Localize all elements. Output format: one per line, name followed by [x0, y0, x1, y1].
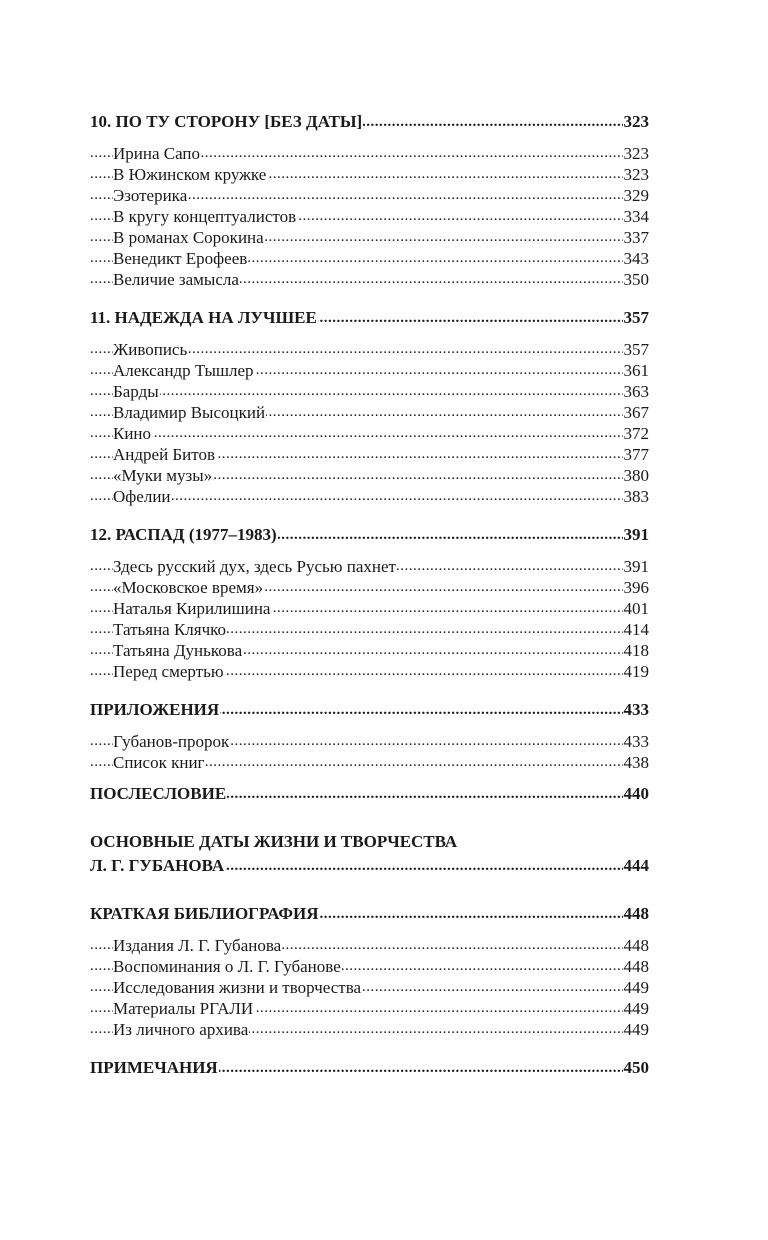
- section-title: 12. РАСПАД (1977–1983): [90, 525, 277, 544]
- toc-section-dates[interactable]: [90, 854, 649, 878]
- entry-title: Воспоминания о Л. Г. Губанове: [113, 957, 341, 976]
- toc-entry[interactable]: [90, 444, 649, 465]
- page-number: 391: [623, 557, 649, 576]
- page-number: 323: [623, 144, 649, 163]
- toc-entry[interactable]: [90, 752, 649, 773]
- toc-section-afterword[interactable]: [90, 782, 649, 806]
- entry-title: Владимир Высоцкий: [113, 403, 266, 422]
- page-number: 329: [623, 186, 649, 205]
- page-number: 350: [623, 270, 649, 289]
- entry-title: Венедикт Ерофеев: [113, 249, 248, 268]
- page-number: 448: [623, 957, 649, 976]
- toc-entry[interactable]: [90, 619, 649, 640]
- page-number: 414: [623, 620, 649, 639]
- section-title: ОСНОВНЫЕ ДАТЫ ЖИЗНИ И ТВОРЧЕСТВА: [90, 832, 458, 851]
- toc-entry[interactable]: [90, 661, 649, 682]
- page-number: 361: [623, 361, 649, 380]
- toc-entry[interactable]: [90, 423, 649, 444]
- toc-entry[interactable]: [90, 998, 649, 1019]
- toc-section-ch11[interactable]: [90, 306, 649, 330]
- toc-entry[interactable]: [90, 381, 649, 402]
- entry-title: Из личного архива: [113, 1020, 249, 1039]
- page-number: 449: [623, 999, 649, 1018]
- entry-title: «Московское время»: [113, 578, 264, 597]
- toc-entry[interactable]: [90, 598, 649, 619]
- page-number: 449: [623, 978, 649, 997]
- section-title: ПРИМЕЧАНИЯ: [90, 1058, 218, 1077]
- page-number: 433: [623, 732, 649, 751]
- toc-entry[interactable]: [90, 185, 649, 206]
- page-number: 383: [623, 487, 649, 506]
- page-number: 433: [623, 698, 650, 722]
- page-number: 363: [623, 382, 649, 401]
- toc-entry[interactable]: [90, 731, 649, 752]
- page-number: 418: [623, 641, 649, 660]
- toc-entry[interactable]: [90, 269, 649, 290]
- toc-entry[interactable]: [90, 248, 649, 269]
- entry-title: Ирина Сапо: [113, 144, 201, 163]
- page-number: 380: [623, 466, 649, 485]
- section-title: КРАТКАЯ БИБЛИОГРАФИЯ: [90, 904, 319, 923]
- toc-entry[interactable]: [90, 465, 649, 486]
- entry-title: Исследования жизни и творчества: [113, 978, 362, 997]
- toc-section-dates-line1[interactable]: [90, 830, 649, 854]
- page-number: 343: [623, 249, 649, 268]
- entry-title: Кино: [113, 424, 152, 443]
- entry-title: Наталья Кирилишина: [113, 599, 271, 618]
- toc-section-ch12[interactable]: [90, 523, 649, 547]
- page-number: 337: [623, 228, 649, 247]
- table-of-contents: [90, 110, 649, 1080]
- toc-entry[interactable]: [90, 977, 649, 998]
- section-title: 11. НАДЕЖДА НА ЛУЧШЕЕ: [90, 308, 317, 327]
- entry-title: Эзотерика: [113, 186, 188, 205]
- page-number: 396: [623, 578, 649, 597]
- entry-title: Татьяна Дунькова: [113, 641, 243, 660]
- page-number: 440: [623, 782, 650, 806]
- entry-title: Здесь русский дух, здесь Русью пахнет: [113, 557, 396, 576]
- entry-title: Офелии: [113, 487, 171, 506]
- page-number: 449: [623, 1020, 649, 1039]
- page-number: 438: [623, 753, 649, 772]
- toc-entry[interactable]: [90, 360, 649, 381]
- section-title: 10. ПО ТУ СТОРОНУ [БЕЗ ДАТЫ]: [90, 112, 363, 131]
- entry-title: Живопись: [113, 340, 188, 359]
- toc-entry[interactable]: [90, 1019, 649, 1040]
- toc-entry[interactable]: [90, 339, 649, 360]
- toc-entry[interactable]: [90, 640, 649, 661]
- page-number: 334: [623, 207, 649, 226]
- toc-section-bibliography[interactable]: [90, 902, 649, 926]
- toc-entry[interactable]: [90, 206, 649, 227]
- page-number: 450: [623, 1056, 650, 1080]
- toc-entry[interactable]: [90, 227, 649, 248]
- entry-title: Александр Тышлер: [113, 361, 254, 380]
- toc-entry[interactable]: [90, 143, 649, 164]
- toc-entry[interactable]: [90, 577, 649, 598]
- page-number: 323: [623, 110, 650, 134]
- section-title: Л. Г. ГУБАНОВА: [90, 856, 225, 875]
- entry-title: Величие замысла: [113, 270, 239, 289]
- toc-entry[interactable]: [90, 956, 649, 977]
- toc-section-appendix[interactable]: [90, 698, 649, 722]
- entry-title: В Южинском кружке: [113, 165, 267, 184]
- toc-entry[interactable]: [90, 935, 649, 956]
- section-title: ПРИЛОЖЕНИЯ: [90, 700, 220, 719]
- toc-section-notes[interactable]: [90, 1056, 649, 1080]
- section-title: ПОСЛЕСЛОВИЕ: [90, 784, 227, 803]
- entry-title: Андрей Битов: [113, 445, 216, 464]
- page-number: 419: [623, 662, 649, 681]
- page-number: 448: [623, 902, 650, 926]
- entry-title: Барды: [113, 382, 159, 401]
- page-number: 367: [623, 403, 649, 422]
- page-number: 357: [623, 306, 650, 330]
- entry-title: В романах Сорокина: [113, 228, 264, 247]
- page-number: 448: [623, 936, 649, 955]
- entry-title: Перед смертью: [113, 662, 224, 681]
- entry-title: Татьяна Клячко: [113, 620, 227, 639]
- page-number: 377: [623, 445, 649, 464]
- toc-entry[interactable]: [90, 486, 649, 507]
- entry-title: «Муки музы»: [113, 466, 213, 485]
- toc-entry[interactable]: [90, 402, 649, 423]
- page-number: 391: [623, 523, 650, 547]
- entry-title: Губанов-пророк: [113, 732, 230, 751]
- page-number: 372: [623, 424, 649, 443]
- page-number: 323: [623, 165, 649, 184]
- page-number: 401: [623, 599, 649, 618]
- toc-section-ch10[interactable]: [90, 110, 649, 134]
- page-number: 444: [623, 854, 650, 878]
- toc-entry[interactable]: [90, 556, 649, 577]
- toc-entry[interactable]: [90, 164, 649, 185]
- page-number: 357: [623, 340, 649, 359]
- entry-title: Список книг: [113, 753, 205, 772]
- entry-title: Издания Л. Г. Губанова: [113, 936, 282, 955]
- entry-title: В кругу концептуалистов: [113, 207, 297, 226]
- entry-title: Материалы РГАЛИ: [113, 999, 254, 1018]
